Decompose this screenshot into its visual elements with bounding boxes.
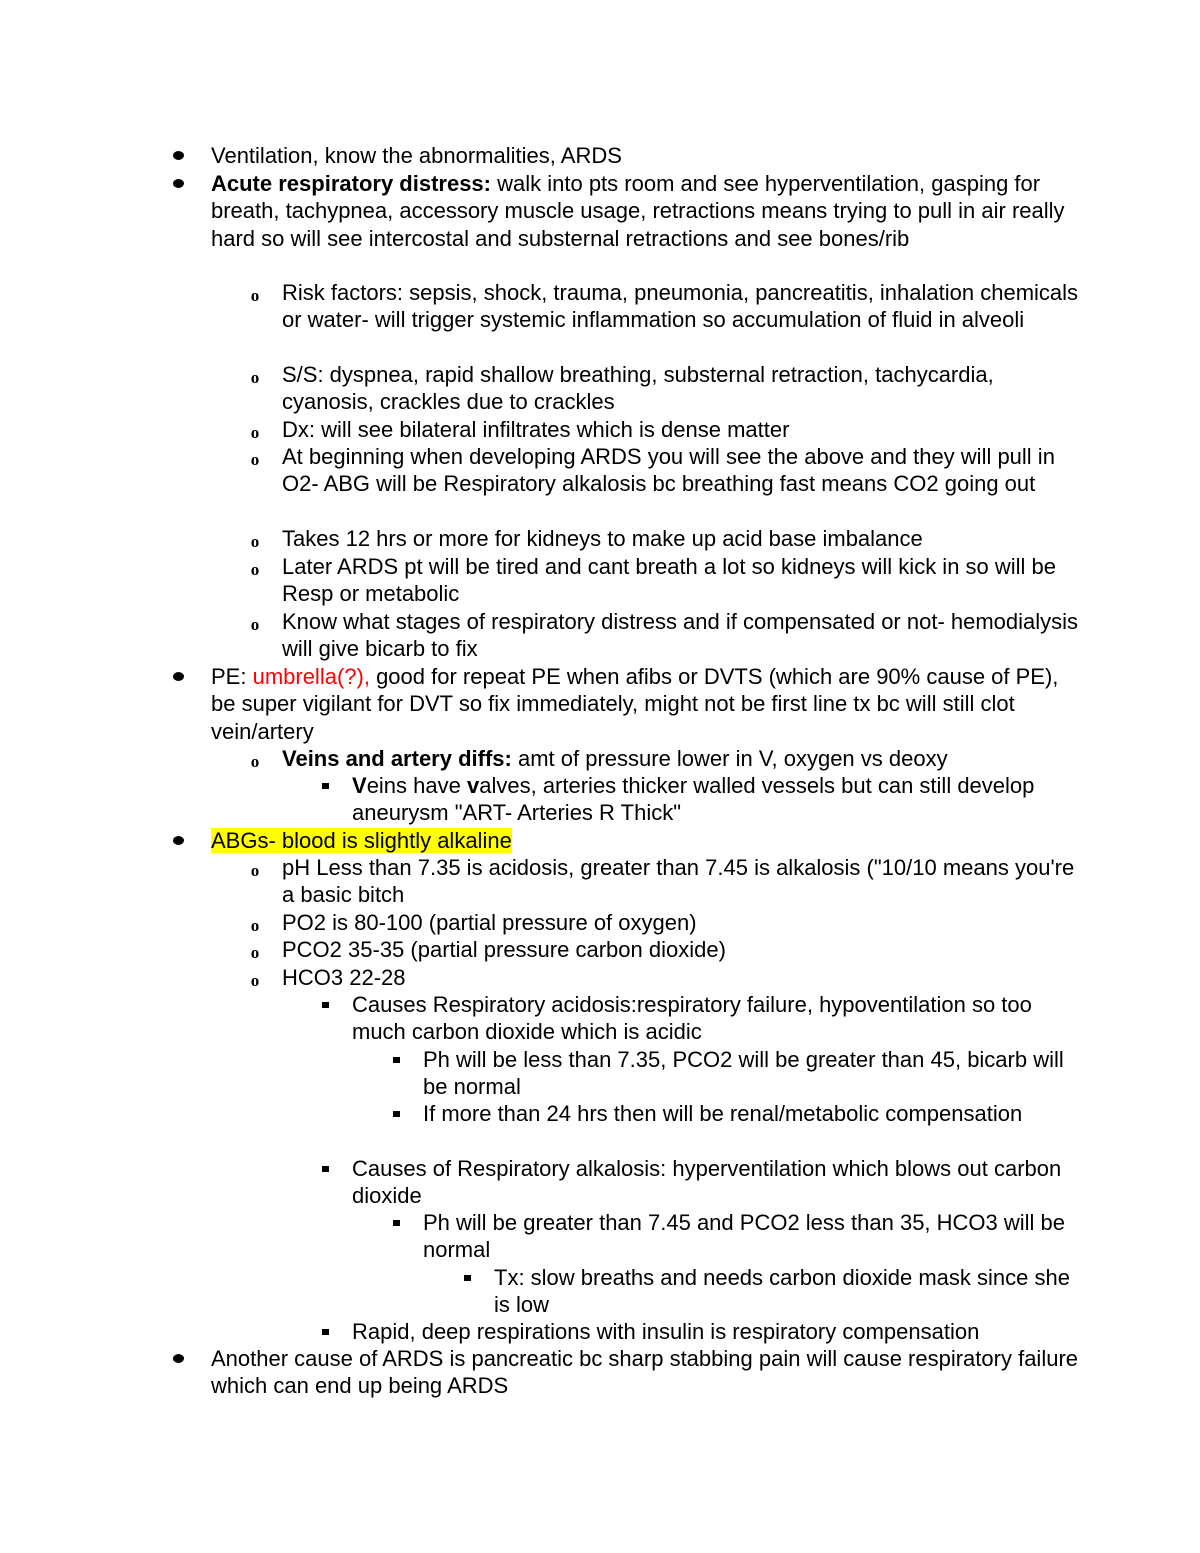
bullet-square-icon <box>317 1155 333 1182</box>
bullet-o-icon: o <box>250 860 260 880</box>
list-item <box>250 909 1082 936</box>
item-text: Ventilation, know the abnormalities, ARDS <box>211 143 622 168</box>
list-item <box>211 170 1081 252</box>
highlighted-text: ABGs- blood is slightly alkaline <box>211 828 512 853</box>
bullet-disc-icon <box>170 827 186 854</box>
bullet-disc-icon <box>170 1345 186 1372</box>
list-item <box>352 772 1082 827</box>
list-item <box>494 1264 1084 1319</box>
item-text: Know what stages of respiratory distress and if compensated or not- hemodialysis will give bicarb to fix <box>282 609 1079 662</box>
bullet-o-icon: o <box>250 422 260 442</box>
list-item <box>211 663 1081 745</box>
list-item <box>352 1155 1082 1210</box>
bullet-square-icon <box>459 1264 475 1291</box>
list-item <box>352 1318 1082 1345</box>
list-item <box>250 745 1082 772</box>
list-item <box>250 443 1082 498</box>
item-text: PE: umbrella(?), good for repeat PE when afibs or DVTS (which are 90% cause of PE), be super vigilant for DVT so fix immediately, might not be first line tx bc will still clot vein/artery <box>211 664 1059 744</box>
bullet-square-icon <box>388 1046 404 1073</box>
bullet-o-icon: o <box>250 751 260 771</box>
list-item <box>250 361 1082 416</box>
bullet-o-icon: o <box>250 942 260 962</box>
item-text: Another cause of ARDS is pancreatic bc sharp stabbing pain will cause respiratory failure which can end up being ARDS <box>211 1346 1079 1399</box>
item-text: Causes of Respiratory alkalosis: hyperventilation which blows out carbon dioxide <box>352 1156 1062 1209</box>
bullet-o-icon: o <box>250 614 260 634</box>
bullet-o-icon: o <box>250 970 260 990</box>
item-text: Takes 12 hrs or more for kidneys to make up acid base imbalance <box>282 526 923 551</box>
red-annotation: umbrella(?), <box>252 664 370 689</box>
list-item <box>423 1209 1083 1264</box>
item-text: pH Less than 7.35 is acidosis, greater than 7.45 is alkalosis ("10/10 means you're a basic bitch <box>282 855 1075 908</box>
item-text: Veins and artery diffs: amt of pressure lower in V, oxygen vs deoxy <box>282 746 948 771</box>
item-text: PO2 is 80-100 (partial pressure of oxygen) <box>282 910 697 935</box>
list-item <box>423 1100 1083 1127</box>
item-text <box>211 827 1081 854</box>
item-text: Dx: will see bilateral infiltrates which is dense matter <box>282 417 790 442</box>
bold-term: Veins and artery diffs: <box>282 746 512 771</box>
list-item <box>250 964 1082 991</box>
item-text: Tx: slow breaths and needs carbon dioxide mask since she is low <box>494 1265 1070 1318</box>
list-item <box>250 279 1082 334</box>
bullet-o-icon: o <box>250 559 260 579</box>
bullet-square-icon <box>388 1209 404 1236</box>
list-item <box>250 416 1082 443</box>
item-text: HCO3 22-28 <box>282 965 406 990</box>
bullet-square-icon <box>388 1100 404 1127</box>
item-text: If more than 24 hrs then will be renal/metabolic compensation <box>423 1101 1023 1126</box>
list-item <box>250 936 1082 963</box>
item-text: Risk factors: sepsis, shock, trauma, pneumonia, pancreatitis, inhalation chemicals or water- will trigger systemic inflammation so accumulation of fluid in alveoli <box>282 280 1079 333</box>
bullet-o-icon: o <box>250 915 260 935</box>
list-item <box>250 525 1082 552</box>
list-item <box>211 142 1081 169</box>
bullet-o-icon: o <box>250 367 260 387</box>
bullet-o-icon: o <box>250 531 260 551</box>
item-text: Veins have valves, arteries thicker walled vessels but can still develop aneurysm "ART- Arteries R Thick" <box>352 773 1035 826</box>
item-text: Acute respiratory distress: walk into pts room and see hyperventilation, gasping for breath, tachypnea, accessory muscle usage, retractions means trying to pull in air really hard so will see intercostal and substernal retractions and see bones/rib <box>211 171 1065 251</box>
list-item <box>211 827 1081 854</box>
bullet-square-icon <box>317 991 333 1018</box>
bullet-square-icon <box>317 772 333 799</box>
list-item <box>423 1046 1083 1101</box>
item-text: Rapid, deep respirations with insulin is respiratory compensation <box>352 1319 980 1344</box>
list-item <box>250 553 1082 608</box>
bullet-disc-icon <box>170 142 186 169</box>
bullet-square-icon <box>317 1318 333 1345</box>
list-item <box>211 1345 1081 1400</box>
item-text: Causes Respiratory acidosis:respiratory failure, hypoventilation so too much carbon dioxide which is acidic <box>352 992 1032 1045</box>
item-text: Later ARDS pt will be tired and cant breath a lot so kidneys will kick in so will be Resp or metabolic <box>282 554 1057 607</box>
bullet-o-icon: o <box>250 449 260 469</box>
item-text: At beginning when developing ARDS you will see the above and they will pull in O2- ABG will be Respiratory alkalosis bc breathing fast means CO2 going out <box>282 444 1055 497</box>
list-item <box>250 608 1082 663</box>
item-text: Ph will be less than 7.35, PCO2 will be greater than 45, bicarb will be normal <box>423 1047 1064 1100</box>
bold-term: Acute respiratory distress: <box>211 171 491 196</box>
list-item <box>352 991 1082 1046</box>
bullet-o-icon: o <box>250 285 260 305</box>
item-text: PCO2 35-35 (partial pressure carbon dioxide) <box>282 937 726 962</box>
list-item <box>250 854 1082 909</box>
bullet-disc-icon <box>170 663 186 690</box>
item-text: Ph will be greater than 7.45 and PCO2 less than 35, HCO3 will be normal <box>423 1210 1066 1263</box>
bullet-disc-icon <box>170 170 186 197</box>
item-text: S/S: dyspnea, rapid shallow breathing, substernal retraction, tachycardia, cyanosis, crackles due to crackles <box>282 362 994 415</box>
